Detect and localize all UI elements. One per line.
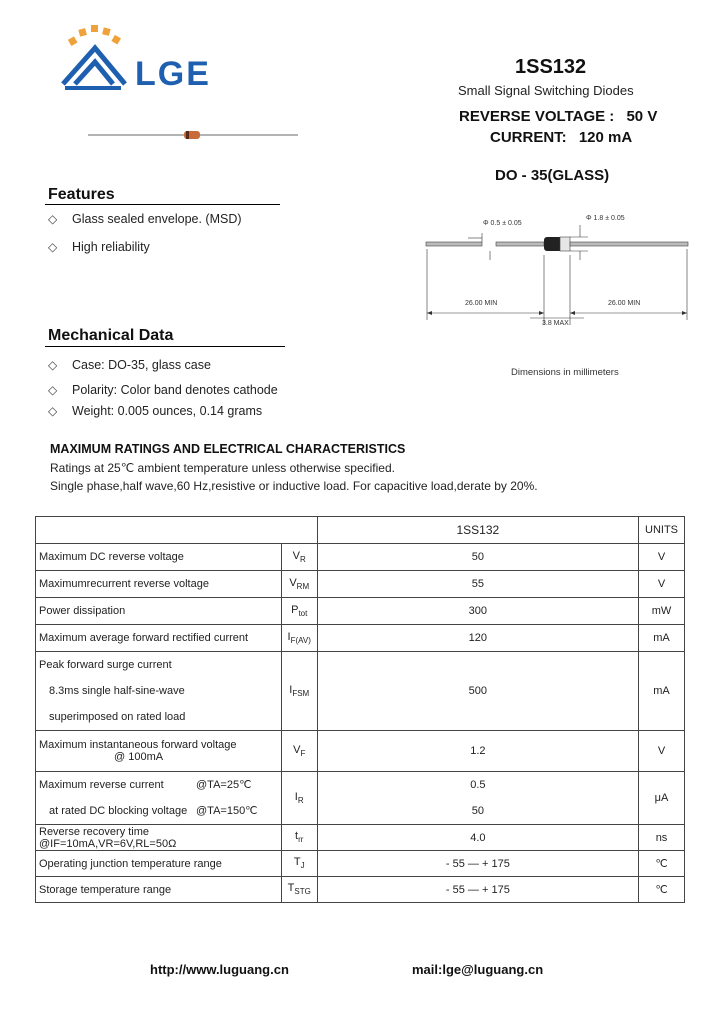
unit-cell: V bbox=[639, 571, 685, 598]
symbol-cell: $I_{F(AV)}$ bbox=[281, 625, 317, 652]
feature-item bbox=[48, 212, 242, 226]
value-cell: 120 bbox=[317, 625, 638, 652]
unit-cell: μA bbox=[639, 772, 685, 825]
part-number: 1SS132 bbox=[515, 56, 587, 78]
symbol-cell: $V_{RM}$ bbox=[281, 571, 317, 598]
reverse-voltage bbox=[459, 108, 657, 125]
lead-diameter-label: Φ 0.5 ± 0.05 bbox=[483, 220, 522, 227]
param-cell: Operating junction temperature range bbox=[36, 851, 282, 877]
table-row bbox=[36, 625, 685, 652]
table-row bbox=[36, 598, 685, 625]
unit-cell: ℃ bbox=[639, 877, 685, 903]
param-cell: Maximum reverse current at rated DC blocking voltage @TA=25℃ @TA=150℃ bbox=[36, 772, 282, 825]
current-label: CURRENT: bbox=[490, 129, 567, 146]
symbol-cell: $I_{FSM}$ bbox=[281, 652, 317, 731]
left-lead-length: 26.00 MIN bbox=[465, 300, 498, 307]
diamond-icon: ◇ bbox=[48, 240, 58, 254]
ratings-note-1: Ratings at 25℃ ambient temperature unless otherwise specified. bbox=[50, 461, 395, 475]
unit-cell: mA bbox=[639, 652, 685, 731]
mechanical-item bbox=[48, 383, 278, 397]
ratings-table bbox=[35, 516, 685, 903]
features-title: Features bbox=[48, 186, 115, 203]
diamond-icon: ◇ bbox=[48, 212, 58, 226]
reverse-current-conditions: @TA=25℃ @TA=150℃ bbox=[196, 779, 258, 817]
symbol-cell: $V_F$ bbox=[281, 731, 317, 772]
table-row bbox=[36, 877, 685, 903]
ratings-note-2: Single phase,half wave,60 Hz,resistive or inductive load. For capacitive load,derate by 20%. bbox=[50, 479, 538, 493]
mechanical-item bbox=[48, 404, 262, 418]
value-cell: 55 bbox=[317, 571, 638, 598]
right-lead-length: 26.00 MIN bbox=[608, 300, 641, 307]
param-cell: Peak forward surge current 8.3ms single half-sine-wave superimposed on rated load bbox=[36, 652, 282, 731]
package-type: DO - 35(GLASS) bbox=[495, 167, 610, 184]
unit-cell: ℃ bbox=[639, 851, 685, 877]
footer-email-link[interactable]: mail:lge@luguang.cn bbox=[412, 962, 544, 977]
table-row bbox=[36, 772, 685, 825]
diode-photo bbox=[88, 128, 298, 142]
current bbox=[490, 129, 632, 146]
mechanical-title: Mechanical Data bbox=[48, 327, 174, 344]
unit-cell: V bbox=[639, 544, 685, 571]
table-row bbox=[36, 652, 685, 731]
table-row bbox=[36, 825, 685, 851]
param-cell: Maximum average forward rectified current bbox=[36, 625, 282, 652]
unit-cell: mA bbox=[639, 625, 685, 652]
current-value: 120 mA bbox=[578, 129, 633, 146]
symbol-cell: $T_J$ bbox=[281, 851, 317, 877]
value-cell: 50 bbox=[317, 544, 638, 571]
reverse-voltage-value: 50 V bbox=[626, 108, 658, 125]
diamond-icon: ◇ bbox=[48, 358, 58, 372]
diamond-icon: ◇ bbox=[48, 383, 58, 397]
table-header-part: 1SS132 bbox=[317, 517, 638, 544]
table-header-blank bbox=[36, 517, 318, 544]
value-cell: 4.0 bbox=[317, 825, 638, 851]
value-cell: 500 bbox=[317, 652, 638, 731]
footer-website-link[interactable]: http://www.luguang.cn bbox=[150, 962, 289, 977]
param-cell: Maximum instantaneous forward voltage @ 100mA bbox=[36, 731, 282, 772]
symbol-cell: $t_{rr}$ bbox=[281, 825, 317, 851]
body-diameter-label: Φ 1.8 ± 0.05 bbox=[586, 215, 625, 222]
value-cell: - 55 — + 175 bbox=[317, 877, 638, 903]
value-cell: 0.5 50 bbox=[317, 772, 638, 825]
value-cell: - 55 — + 175 bbox=[317, 851, 638, 877]
mechanical-divider bbox=[45, 346, 285, 347]
mechanical-text: Case: DO-35, glass case bbox=[72, 358, 211, 372]
table-row bbox=[36, 571, 685, 598]
lge-logo bbox=[55, 22, 135, 94]
param-cell: Maximumrecurrent reverse voltage bbox=[36, 571, 282, 598]
diamond-icon: ◇ bbox=[48, 404, 58, 418]
dimensions-caption: Dimensions in millimeters bbox=[511, 367, 619, 378]
param-cell: Storage temperature range bbox=[36, 877, 282, 903]
table-header-units: UNITS bbox=[639, 517, 685, 544]
symbol-cell: $I_R$ bbox=[281, 772, 317, 825]
package-drawing bbox=[420, 205, 700, 335]
table-row bbox=[36, 851, 685, 877]
symbol-cell: $P_{tot}$ bbox=[281, 598, 317, 625]
brand-name: LGE bbox=[135, 55, 211, 93]
feature-text: High reliability bbox=[72, 240, 150, 254]
table-header-row bbox=[36, 517, 685, 544]
symbol-cell: $V_R$ bbox=[281, 544, 317, 571]
mechanical-item bbox=[48, 358, 211, 372]
mechanical-text: Polarity: Color band denotes cathode bbox=[72, 383, 278, 397]
table-row bbox=[36, 731, 685, 772]
product-subtitle: Small Signal Switching Diodes bbox=[458, 83, 634, 98]
param-cell: Reverse recovery time @IF=10mA,VR=6V,RL=50Ω bbox=[36, 825, 282, 851]
symbol-cell: $T_{STG}$ bbox=[281, 877, 317, 903]
unit-cell: V bbox=[639, 731, 685, 772]
reverse-voltage-label: REVERSE VOLTAGE : bbox=[459, 108, 615, 125]
mechanical-text: Weight: 0.005 ounces, 0.14 grams bbox=[72, 404, 263, 418]
table-row bbox=[36, 544, 685, 571]
ratings-title: MAXIMUM RATINGS AND ELECTRICAL CHARACTERISTICS bbox=[50, 442, 406, 456]
value-cell: 1.2 bbox=[317, 731, 638, 772]
unit-cell: ns bbox=[639, 825, 685, 851]
body-length: 3.8 MAX bbox=[542, 320, 569, 327]
value-cell: 300 bbox=[317, 598, 638, 625]
param-cell: Power dissipation bbox=[36, 598, 282, 625]
param-cell: Maximum DC reverse voltage bbox=[36, 544, 282, 571]
feature-item bbox=[48, 240, 150, 254]
feature-text: Glass sealed envelope. (MSD) bbox=[72, 212, 242, 226]
features-divider bbox=[45, 204, 280, 205]
unit-cell: mW bbox=[639, 598, 685, 625]
